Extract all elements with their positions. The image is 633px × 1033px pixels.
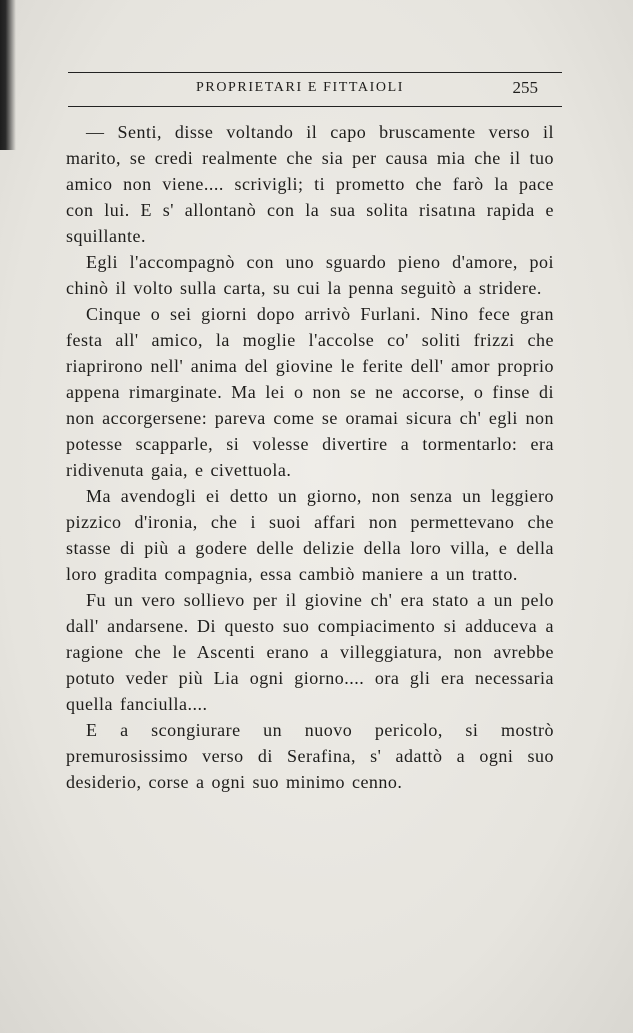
header-rule-bottom — [68, 106, 562, 107]
book-spine-shadow — [0, 0, 16, 150]
paragraph: E a scongiurare un nuovo pericolo, si mostrò premurosissimo verso di Serafina, s' adattò a ogni suo desiderio, corse a ogni suo minimo cenno. — [66, 720, 554, 792]
paragraph: Ma avendogli ei detto un giorno, non senza un leggiero pizzico d'ironia, che i suoi affari non permettevano che stasse di più a godere delle delizie della loro villa, e della loro gradita compagnia, essa cambiò maniere a un tratto. — [66, 486, 554, 584]
running-title: PROPRIETARI E FITTAIOLI — [196, 80, 404, 95]
paragraph: Cinque o sei giorni dopo arrivò Furlani. Nino fece gran festa all' amico, la moglie l'accolse co' soliti frizzi che riaprirono nell' anima del giovine le ferite dell' amor proprio appena rimarginate. Ma lei o non se ne accorse, o finse di non accorgersene: pareva come se oramai sicura ch' egli non potesse scapparle, si volesse divertire a tormentarlo: era ridivenuta gaia, e civettuola. — [66, 304, 554, 480]
paragraph: Egli l'accompagnò con uno sguardo pieno d'amore, poi chinò il volto sulla carta, su cui la penna seguitò a stridere. — [66, 252, 554, 298]
header-rule-top — [68, 72, 562, 73]
running-header — [68, 80, 562, 102]
body-text — [66, 119, 554, 795]
page-number: 255 — [512, 78, 538, 97]
paragraph: — Senti, disse voltando il capo bruscamente verso il marito, se credi realmente che sia per causa mia che il tuo amico non viene.... scrivigli; ti prometto che farò la pace con lui. E s' allontanò con la sua solita risatına rapida e squillante. — [66, 122, 554, 246]
paragraph: Fu un vero sollievo per il giovine ch' era stato a un pelo dall' andarsene. Di questo suo compiacimento si adduceva a ragione che le Ascenti erano a villeggiatura, non avrebbe potuto veder più Lia ogni giorno.... ora gli era necessaria quella fanciulla.... — [66, 590, 554, 714]
